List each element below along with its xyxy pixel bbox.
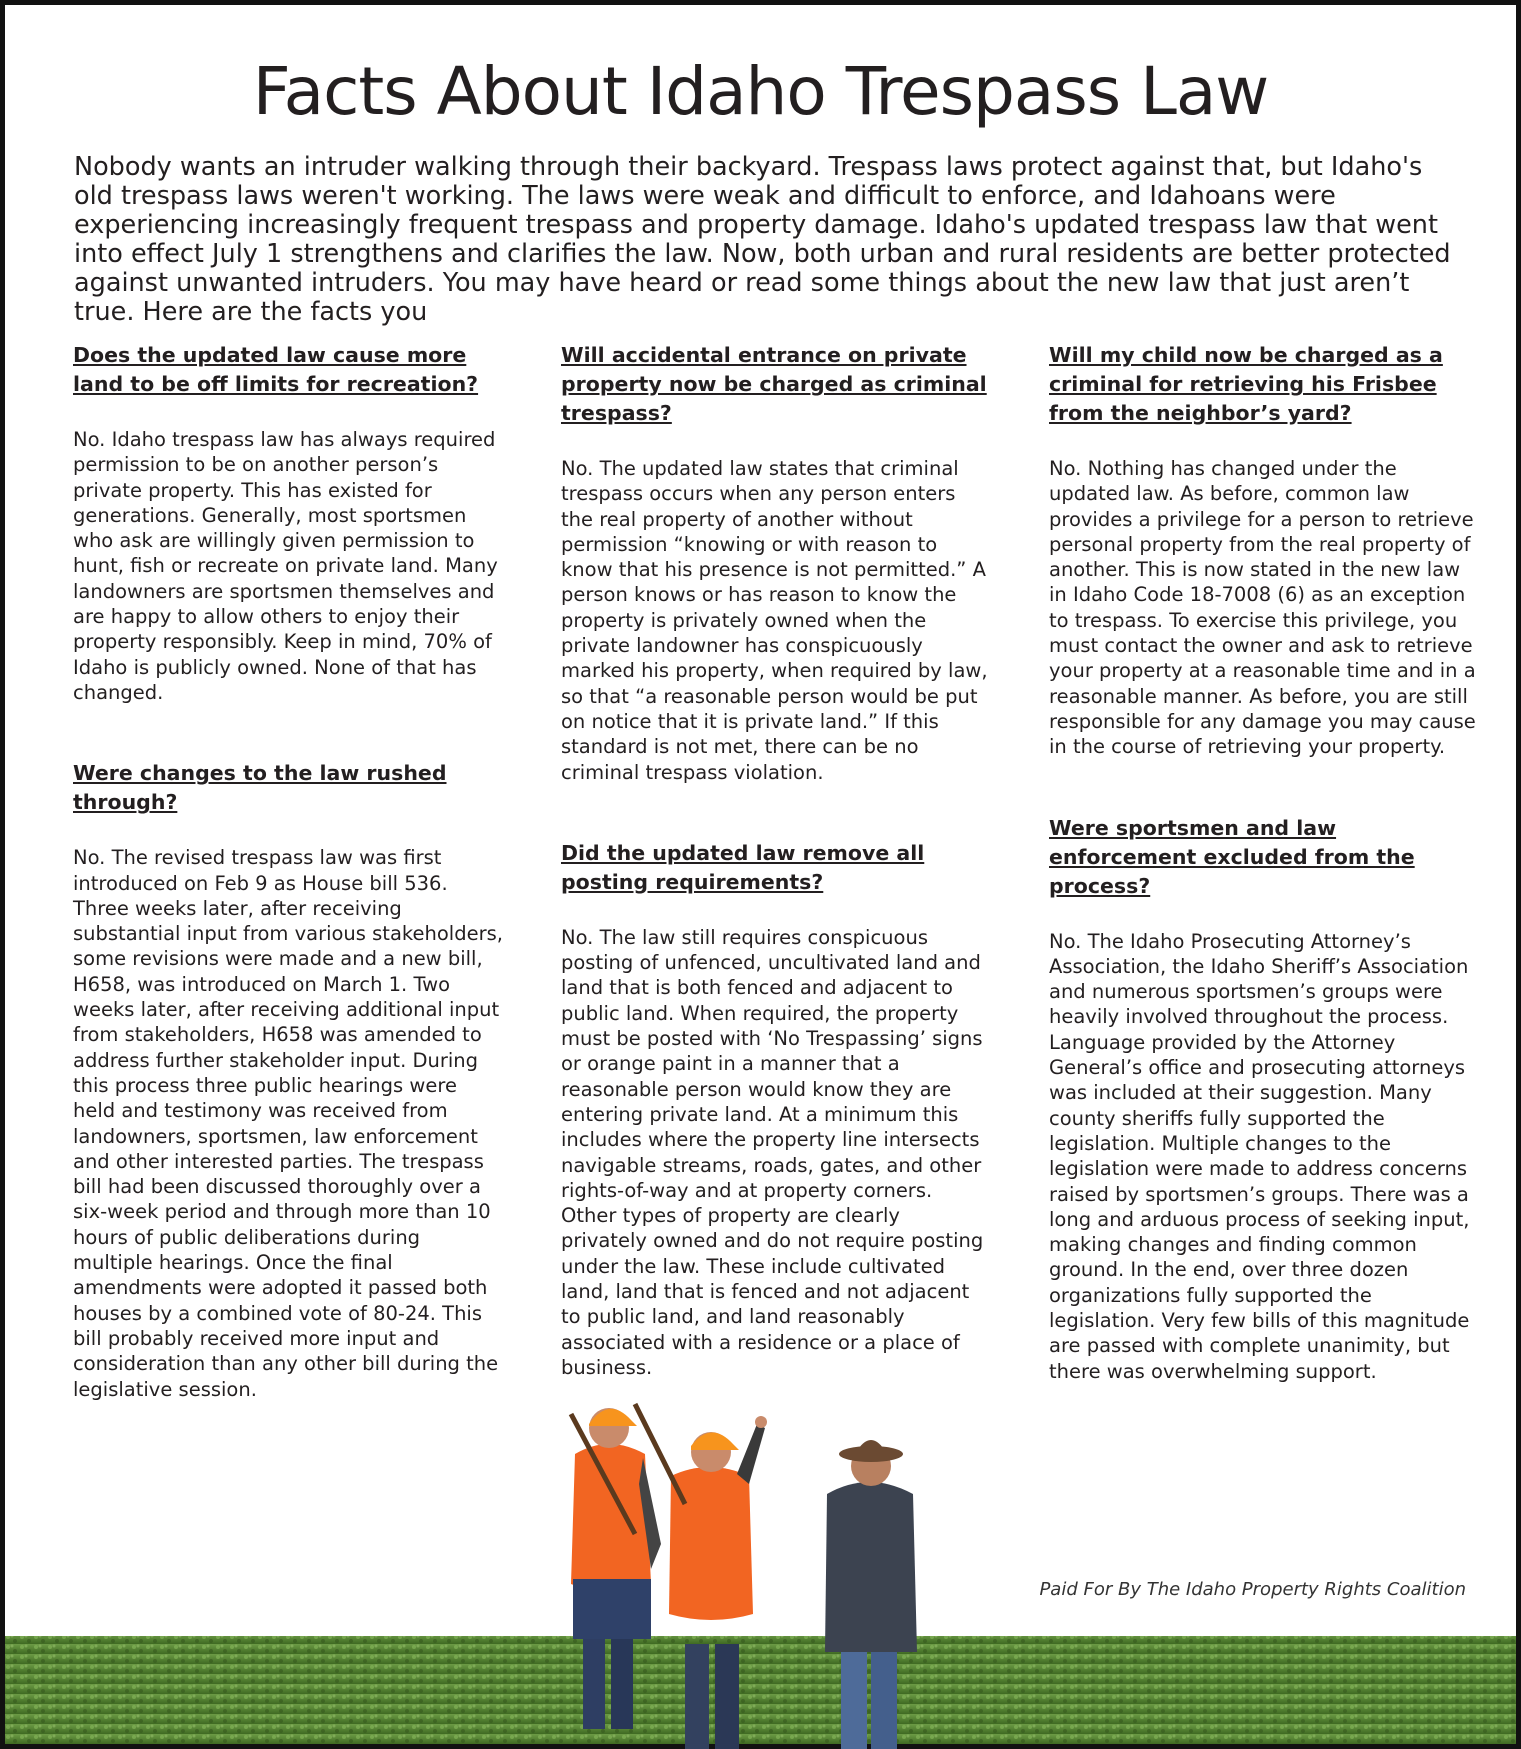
answer-text: No. The law still requires conspicuous posting of unfenced, uncultivated land and land that is both fenced and adjacent to public land. When required, the property must be posted with ‘No Trespassing’ signs or orange paint in a manner that a reasonable person would know they are entering private land. At a minimum this includes where the property line intersects navigable streams, roads, gates, and other rights-of-way and at property corners. Other types of property are clearly privately owned and do not require posting under the law. These include cultivated land, land that is fenced and not adjacent to public land, and land reasonably associated with a residence or a place of business. xyxy=(561,925,984,1379)
column-right xyxy=(1049,341,1479,1438)
question-heading: Does the updated law cause more land to be off limits for recreation? xyxy=(73,343,479,396)
answer-text: No. Idaho trespass law has always required permission to be on another person’s private property. This has existed for generations. Generally, most sportsmen who ask are willingly given permission to hunt, fish or recreate on private land. Many landowners are sportsmen themselves and are happy to allow others to enjoy their property responsibly. Keep in mind, 70% of Idaho is publicly owned. None of that has changed. xyxy=(73,428,498,704)
answer-text: No. The Idaho Prosecuting Attorney’s Association, the Idaho Sheriff’s Association and numerous sportsmen’s groups were heavily involved throughout the process. Language provided by the Attorney General’s office and prosecuting attorneys was included at their suggestion. Many county sheriffs fully supported the legislation. Multiple changes to the legislation were made to address concerns raised by sportsmen’s groups. There was a long and arduous process of seeking input, making changes and finding common ground. In the end, over three dozen organizations fully supported the legislation. Very few bills of this magnitude are passed with complete unanimity, but there was overwhelming support. xyxy=(1049,929,1470,1383)
answer-text: No. Nothing has changed under the updated law. As before, common law provides a privilege for a person to retrieve personal property from the real property of another. This is now stated in the new law in Idaho Code 18-7008 (6) as an exception to trespass. To exercise this privilege, you must contact the owner and ask to retrieve your property at a reasonable time and in a reasonable manner. As before, you are still responsible for any damage you may cause in the course of retrieving your property. xyxy=(1049,457,1476,759)
answer-text: No. The revised trespass law was first introduced on Feb 9 as House bill 536. Three weeks later, after receiving substantial input from various stakeholders, some revisions were made and a new bill, H658, was introduced on March 1. Two weeks later, after receiving additional input from stakeholders, H658 was amended to address further stakeholder input. During this process three public hearings were held and testimony was received from landowners, sportsmen, law enforcement and other interested parties. The trespass bill had been discussed thoroughly over a six-week period and through more than 10 hours of public deliberations during multiple hearings. Once the final amendments were adopted it passed both houses by a combined vote of 80-24. This bill probably received more input and consideration than any other bill during the legislative session. xyxy=(73,846,503,1401)
page-title: Facts About Idaho Trespass Law xyxy=(252,53,1269,130)
column-left xyxy=(73,341,503,1456)
question-heading: Did the updated law remove all posting requirements? xyxy=(561,840,925,894)
intro-paragraph: Nobody wants an intruder walking through their backyard. Trespass laws protect against that, but Idaho's old trespass laws weren't working. The laws were weak and difficult to enforce, and Idahoans were experiencing increasingly frequent trespass and property damage. Idaho's updated trespass law that went into effect July 1 strengthens and clarifies the law. Now, both urban and rural residents are better protected against unwanted intruders. You may have heard or read some things about the new law that just aren’t true. Here are the facts you xyxy=(74,152,1451,327)
question-heading: Will accidental entrance on private property now be charged as criminal trespass? xyxy=(561,343,987,425)
hunters-in-field-photo xyxy=(5,1374,1516,1744)
answer-text: No. The updated law states that criminal trespass occurs when any person enters the real property of another without permission “knowing or with reason to know that his presence is not permitted.” A person knows or has reason to know the property is privately owned when the private landowner has conspicuously marked his property, when required by law, so that “a reasonable person would be put on notice that it is private land.” If this standard is not met, there can be no criminal trespass violation. xyxy=(561,457,988,784)
paid-for-credit: Paid For By The Idaho Property Rights Coalition xyxy=(1039,1579,1466,1600)
column-middle xyxy=(561,341,991,1434)
question-heading: Were changes to the law rushed through? xyxy=(73,761,447,815)
question-heading: Were sportsmen and law enforcement excluded from the process? xyxy=(1049,815,1415,898)
question-heading: Will my child now be charged as a criminal for retrieving his Frisbee from the neighbor’s yard? xyxy=(1049,343,1443,425)
